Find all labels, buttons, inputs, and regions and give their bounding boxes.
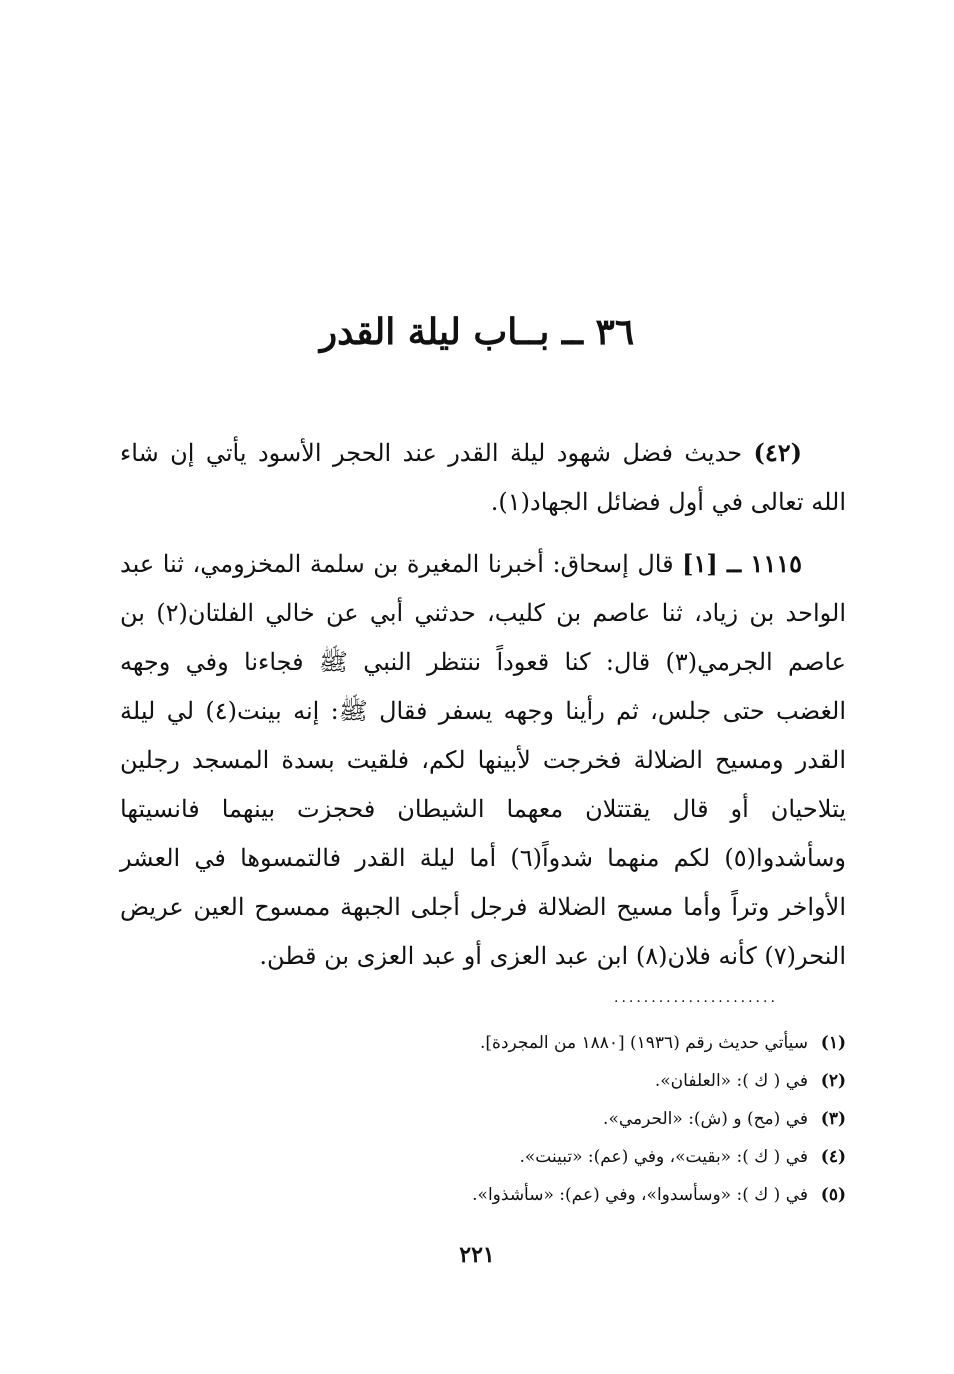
page-number: ٢٢١ [459,1242,495,1268]
footnote-number: (٥) [820,1185,846,1205]
footnote-text: في ( ك ): «بقيت»، وفي (عم): «تبينت». [519,1147,808,1167]
footnote-text: في ( ك ): «العلفان». [654,1071,808,1091]
main-text [120,428,846,981]
footnote-text: سيأتي حديث رقم (١٩٣٦) [١٨٨٠ من المجردة]. [480,1033,808,1053]
footnote [320,1024,846,1062]
intro-text: حديث فضل شهود ليلة القدر عند الحجر الأسود يأتي إن شاء الله تعالى في أول فضائل الجهاد(١). [120,439,846,516]
intro-paragraph [120,428,846,527]
intro-number: (٤٢) [753,438,802,467]
hadith-number: ١١١٥ ــ [١] [682,549,802,578]
footnote-number: (٢) [820,1071,846,1091]
footnote [320,1176,846,1214]
footnote-text: في ( ك ): «وسأسدوا»، وفي (عم): «سأشذوا». [472,1185,808,1205]
footnote-number: (١) [820,1033,846,1053]
footnote-text: في (مح) و (ش): «الحرمي». [603,1109,808,1129]
footnotes [320,1024,846,1214]
hadith-paragraph [120,539,846,981]
footnote-number: (٣) [820,1109,846,1129]
footnote [320,1100,846,1138]
footnote [320,1138,846,1176]
hadith-text: قال إسحاق: أخبرنا المغيرة بن سلمة المخزومي، ثنا عبد الواحد بن زياد، ثنا عاصم بن كليب، حدثني أبي عن خالي الفلتان(٢) بن عاصم الجرمي(٣) قال: كنا قعوداً ننتظر النبي ﷺ فجاءنا وفي وجهه الغضب حتى جلس، ثم رأينا وجهه يسفر فقال ﷺ: إنه بينت(٤) لي ليلة القدر ومسيح الضلالة فخرجت لأبينها لكم، فلقيت بسدة المسجد رجلين يتلاحيان أو قال يقتتلان معهما الشيطان فحجزت بينهما فانسيتها وسأشدوا(٥) لكم منهما شدواً(٦) أما ليلة القدر فالتمسوها في العشر الأواخر وتراً وأما مسيح الضلالة فرجل أجلى الجبهة ممسوح العين عريض النحر(٧) كأنه فلان(٨) ابن عبد العزى أو عبد العزى بن قطن. [120,550,847,970]
footnote-separator: ...................... [614,990,778,1002]
footnote [320,1062,846,1100]
chapter-title: ٣٦ ــ بــاب ليلة القدر [319,311,635,353]
footnote-number: (٤) [820,1147,846,1167]
